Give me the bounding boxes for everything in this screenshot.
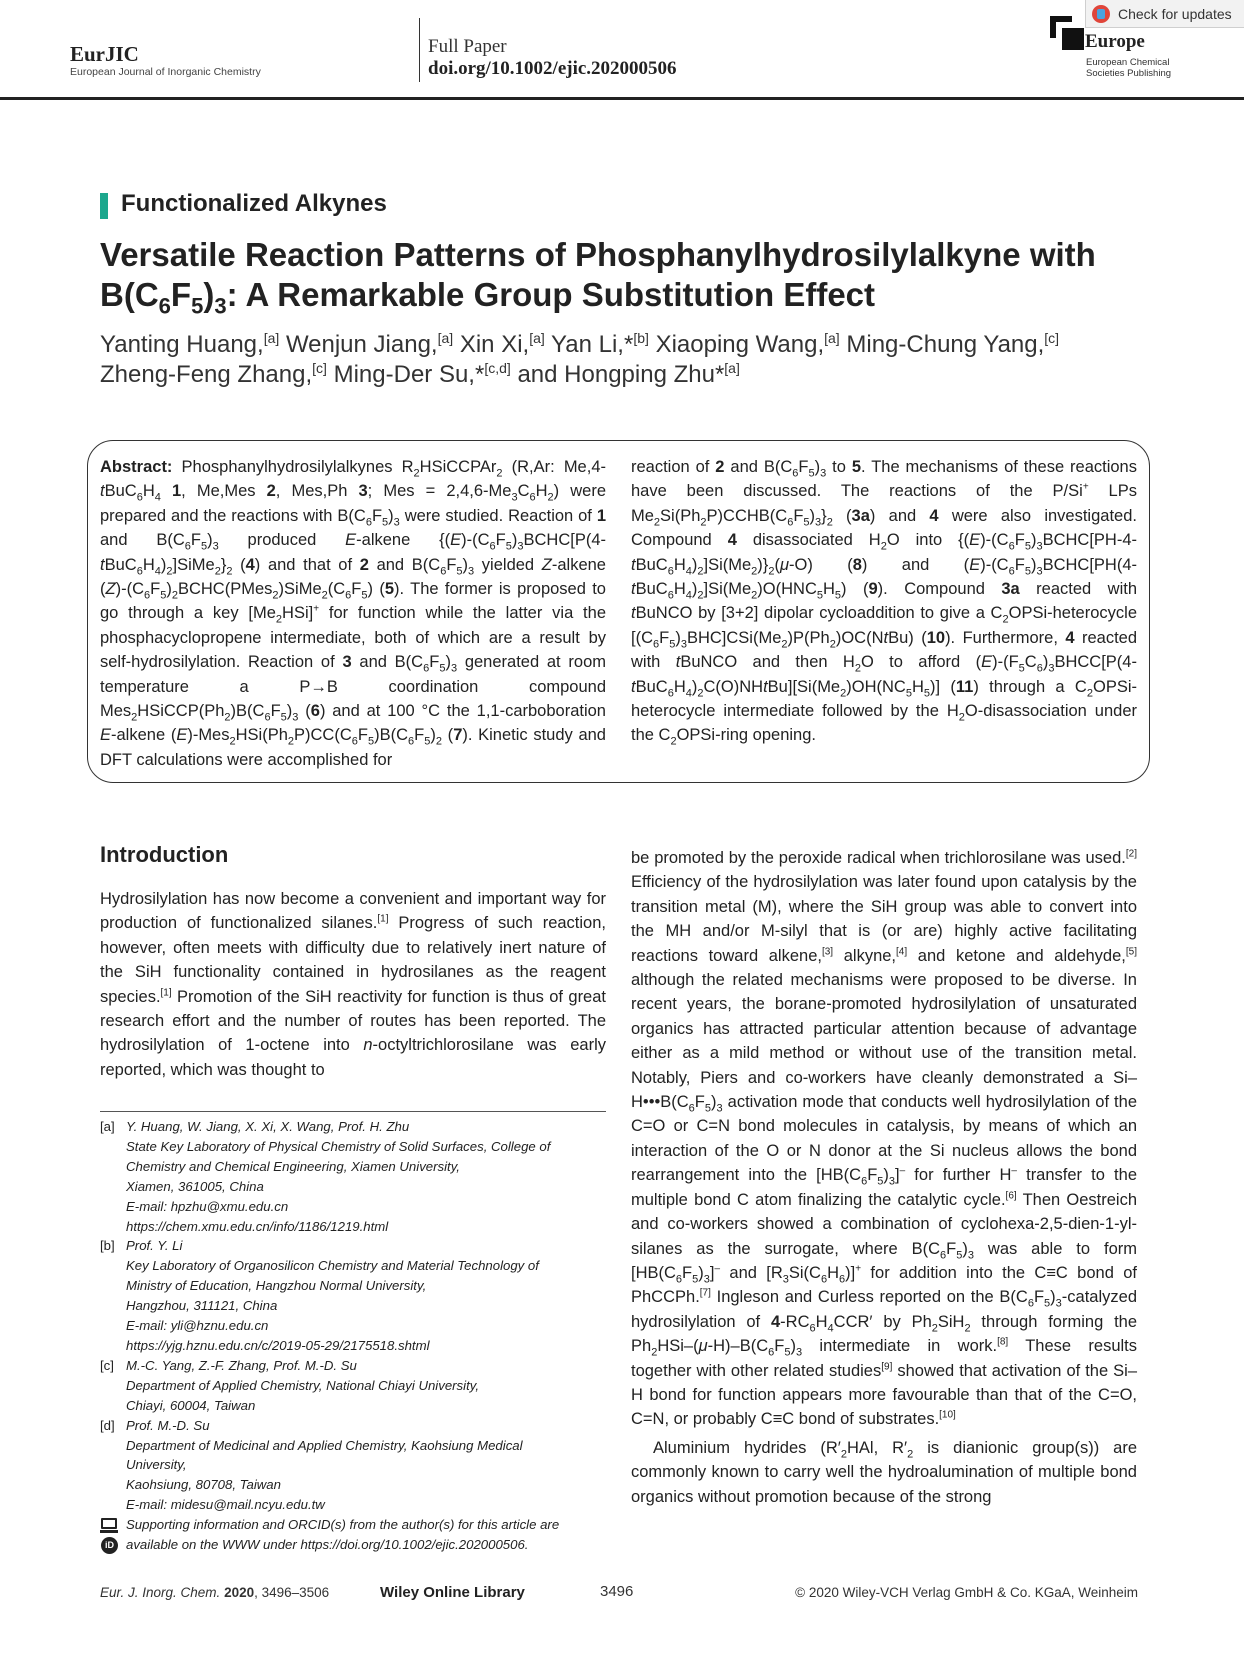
author[interactable]: Yanting Huang,[a] xyxy=(100,330,280,358)
affiliation-tag: [d] xyxy=(100,1417,115,1433)
affiliation-line: Key Laboratory of Organosilicon Chemistry and Material Technology of xyxy=(126,1258,539,1274)
journal-full-name: European Journal of Inorganic Chemistry xyxy=(70,66,261,78)
crossmark-icon xyxy=(1092,5,1110,23)
author[interactable]: Xin Xi,[a] xyxy=(459,330,545,358)
title-line: Versatile Reaction Patterns of Phosphanylhydrosilylalkyne with xyxy=(100,236,1096,273)
wiley-online-library-link[interactable]: Wiley Online Library xyxy=(380,1584,525,1601)
publisher-full-line: European Chemical xyxy=(1086,57,1170,68)
publisher-name: Europe xyxy=(1085,31,1145,52)
page-number: 3496 xyxy=(600,1583,634,1600)
check-for-updates-label: Check for updates xyxy=(1118,5,1232,22)
header-divider xyxy=(419,18,420,82)
orcid-icon: iD xyxy=(101,1537,118,1554)
abstract-text-left: Abstract: Phosphanylhydrosilylalkynes $R_2HSiCCPAr_2$ (R,Ar: $Me,4-tBuC_6H_4$ 1, Me,Mes 2, Mes,Ph 3; Mes = $2,4,6-Me_3C_6H_2$) were prepared and the reactions with $B(C_6F_5)_3$ were studied. Reaction of 1 and $B(C_6F_5)_3$ produced E-alkene $\{(E)-(C_6F_5)_3BCHC[P(4-tBuC_6H_4)_2]SiMe_2\}_2$ (4) and that of 2 and $B(C_6F_5)_3$ yielded Z-alkene $(Z)-(C_6F_5)_2BCHC(PMes_2)SiMe_2(C_6F_5)$ (5). The former is proposed to go through a key $[Me_2HSi]^+$ for function while the latter via the phosphacyclopropene intermediate, both of which are a result by self-hydrosilylation. Reaction of 3 and $B(C_6F_5)_3$ generated at room temperature a P→B coordination compound $Mes_2HSiCCP(Ph_2)B(C_6F_5)_3$ (6) and at 100 °C the 1,1-carboboration E-alkene $(E)-Mes_2HSi(Ph_2P)CC(C_6F_5)B(C_6F_5)_2$ (7). Kinetic study and DFT calculations were accomplished for xyxy=(100,458,606,769)
footer-citation: Eur. J. Inorg. Chem. 2020, 3496–3506 xyxy=(100,1585,330,1600)
header-rule xyxy=(0,97,1244,100)
affiliation xyxy=(100,1117,610,1236)
chemistry-europe-logo-icon xyxy=(1050,16,1084,50)
affiliation-line: Hangzhou, 311121, China xyxy=(126,1298,278,1314)
intro-heading: Introduction xyxy=(100,842,229,867)
affiliation-line: Prof. M.-D. Su xyxy=(126,1417,210,1433)
title-line: $B(C_6F_5)_3$: A Remarkable Group Substitution Effect xyxy=(100,276,876,319)
check-for-updates-button[interactable] xyxy=(1085,0,1244,28)
affiliation xyxy=(100,1416,610,1516)
affiliation xyxy=(100,1356,610,1416)
affiliation-line: Chemistry and Chemical Engineering, Xiamen University, xyxy=(126,1158,460,1174)
affiliation-line: Y. Huang, W. Jiang, X. Xi, X. Wang, Prof. H. Zhu xyxy=(126,1119,410,1134)
affiliation-tag: [b] xyxy=(100,1238,115,1254)
affiliation-line: Xiamen, 361005, China xyxy=(126,1178,264,1194)
affiliation-tag: [c] xyxy=(100,1357,114,1373)
journal-name: EurJIC xyxy=(70,42,139,66)
supporting-info xyxy=(100,1515,610,1555)
copyright: © 2020 Wiley-VCH Verlag GmbH & Co. KGaA, Weinheim xyxy=(795,1585,1138,1600)
affiliation-email-link[interactable]: E-mail: hpzhu@xmu.edu.cn xyxy=(126,1198,289,1214)
article-title xyxy=(100,235,1160,319)
affiliation-url-link[interactable]: https://yjg.hznu.edu.cn/c/2019-05-29/2175518.shtml xyxy=(126,1337,430,1353)
footnote-rule xyxy=(100,1111,606,1112)
affiliation-line: M.-C. Yang, Z.-F. Zhang, Prof. M.-D. Su xyxy=(126,1357,357,1373)
affiliation-line: Department of Applied Chemistry, National Chiayi University, xyxy=(126,1377,480,1393)
affiliations xyxy=(100,1117,610,1555)
article-type: Full Paper xyxy=(428,36,507,57)
author[interactable]: Xiaoping Wang,[a] xyxy=(655,330,840,358)
affiliation-email-link[interactable]: E-mail: yli@hznu.edu.cn xyxy=(126,1318,269,1334)
author-list xyxy=(100,330,1100,390)
computer-icon xyxy=(101,1518,117,1529)
affiliation-line: Chiayi, 60004, Taiwan xyxy=(126,1397,256,1413)
article-doi-link[interactable]: doi.org/10.1002/ejic.202000506 xyxy=(428,58,677,79)
supporting-info-link[interactable]: available on the WWW under https://doi.org/10.1002/ejic.202000506. xyxy=(126,1537,529,1553)
affiliation-line: Department of Medicinal and Applied Chemistry, Kaohsiung Medical xyxy=(126,1437,523,1453)
author[interactable]: Zheng-Feng Zhang,[c] xyxy=(100,360,327,388)
author[interactable]: Ming-Chung Yang,[c] xyxy=(846,330,1060,358)
affiliation-line: Ministry of Education, Hangzhou Normal University, xyxy=(126,1278,427,1294)
affiliation-url-link[interactable]: https://chem.xmu.edu.cn/info/1186/1219.html xyxy=(126,1218,389,1234)
author[interactable]: Ming-Der Su,*[c,d] xyxy=(333,360,511,388)
affiliation xyxy=(100,1236,610,1355)
supporting-info-line: Supporting information and ORCID(s) from the author(s) for this article are xyxy=(126,1517,560,1533)
publisher-full-line: Societies Publishing xyxy=(1086,68,1172,79)
author[interactable]: Wenjun Jiang,[a] xyxy=(285,330,454,358)
affiliation-line: Kaohsiung, 80708, Taiwan xyxy=(126,1477,281,1493)
affiliation-line: State Key Laboratory of Physical Chemistry of Solid Surfaces, College of xyxy=(126,1138,551,1154)
affiliation-line: University, xyxy=(126,1457,187,1473)
author[interactable]: and Hongping Zhu*[a] xyxy=(517,360,740,388)
abstract-label: Abstract: xyxy=(100,458,173,476)
section-label: Functionalized Alkynes xyxy=(121,190,387,217)
intro-paragraph: Hydrosilylation has now become a convenient and important way for production of functionalized silanes.[1] Progress of such reaction, however, often meets with difficulty due to relatively inert nature of the SiH functionality contained in hydrosilanes as the reagent species.[1] Promotion of the SiH reactivity for function is thus of great research effort and the number of routes has been reported. The hydrosilylation of 1-octene into n-octyltrichlorosilane was early reported, which was thought to xyxy=(100,890,606,1079)
abstract-text-right: reaction of 2 and $B(C_6F_5)_3$ to 5. The mechanisms of these reactions have been discussed. The reactions of the P/Si+ LPs $Me_2Si(Ph_2P)CCHB(C_6F_5)_3\}_2$ (3a) and 4 were also investigated. Compound 4 disassociated $H_2O$ into $\{(E)-(C_6F_5)_3BCHC[PH-4-tBuC_6H_4)_2]Si(Me_2)\}_2(\mu-O)$ (8) and $(E)-(C_6F_5)_3BCHC[PH(4-tBuC_6H_4)_2]Si(Me_2)O(HNC_5H_5)$ (9). Compound 3a reacted with tBuNCO by [3+2] dipolar cycloaddition to give a $C_2OPSi$-heterocycle $[(C_6F_5)_3BHC]CSi(Me_2)P(Ph_2)OC(NtBu)$ (10). Furthermore, 4 reacted with tBuNCO and then $H_2O$ to afford $(E)-(F_5C_6)_3BHCC[P(4-tBuC_6H_4)_2C(O)NHtBu][Si(Me_2)OH(NC_5H_5)]$ (11) through a $C_2OPSi$-heterocycle intermediate followed by the $H_2O$-disassociation under the $C_2OPSi$-ring opening. xyxy=(631,458,1138,748)
section-marker xyxy=(100,193,108,219)
affiliation-tag: [a] xyxy=(100,1119,115,1134)
author[interactable]: Yan Li,*[b] xyxy=(551,330,649,358)
intro-paragraph-continued: be promoted by the peroxide radical when trichlorosilane was used.[2] Efficiency of the hydrosilylation was later found upon catalysis by the transition metal (M), where the SiH group was able to convert into the MH and/or M-silyl that is (or are) highly active facilitating reactions toward alkene,[3] alkyne,[4] and ketone and aldehyde,[5] although the related mechanisms were proposed to be diverse. In recent years, the borane-promoted hydrosilylation of unsaturated organics has attracted particular attention because of advantage either as a mild method or without use of the transition metal. Notably, Piers and co-workers have cleanly demonstrated a $Si-H•••B(C_6F_5)_3$ activation mode that conducts well hydrosilylation of the C=O or C=N bond molecules in catalysis, by means of which an interaction of the O or N donor at the Si nucleus allows the bond rearrangement into the $[HB(C_6F_5)_3]^-$ for further H– transfer to the multiple bond C atom finalizing the catalytic cycle.[6] Then Oestreich and co-workers showed a combination of cyclohexa-2,5-dien-1-yl-silanes as the surrogate, where $B(C_6F_5)_3$ was able to form $[HB(C_6F_5)_3]^-$ and $[R_3Si(C_6H_6)]^+$ for addition into the C≡C bond of PhCCPh.[7] Ingleson and Curless reported on the $B(C_6F_5)_3$-catalyzed hydrosilylation of $4-RC_6H_4CCR'$ by $Ph_2SiH_2$ through forming the $Ph_2HSi-(\mu-H)-B(C_6F_5)_3$ intermediate in work.[8] These results together with other related studies[9] showed that activation of the Si–H bond for function appears more favourable than that of the C=O, C=N, or probably C≡C bond of substrates.[10] Aluminium hydrides ($R'_2HAl$, $R'_2$ is dianionic group(s)) are commonly known to carry well the hydroalumination of multiple bond organics without promotion because of the strong xyxy=(631,848,1138,1506)
publisher-full-name xyxy=(1086,57,1216,79)
affiliation-line: Prof. Y. Li xyxy=(126,1238,183,1254)
affiliation-email-link[interactable]: E-mail: midesu@mail.ncyu.edu.tw xyxy=(126,1497,325,1513)
